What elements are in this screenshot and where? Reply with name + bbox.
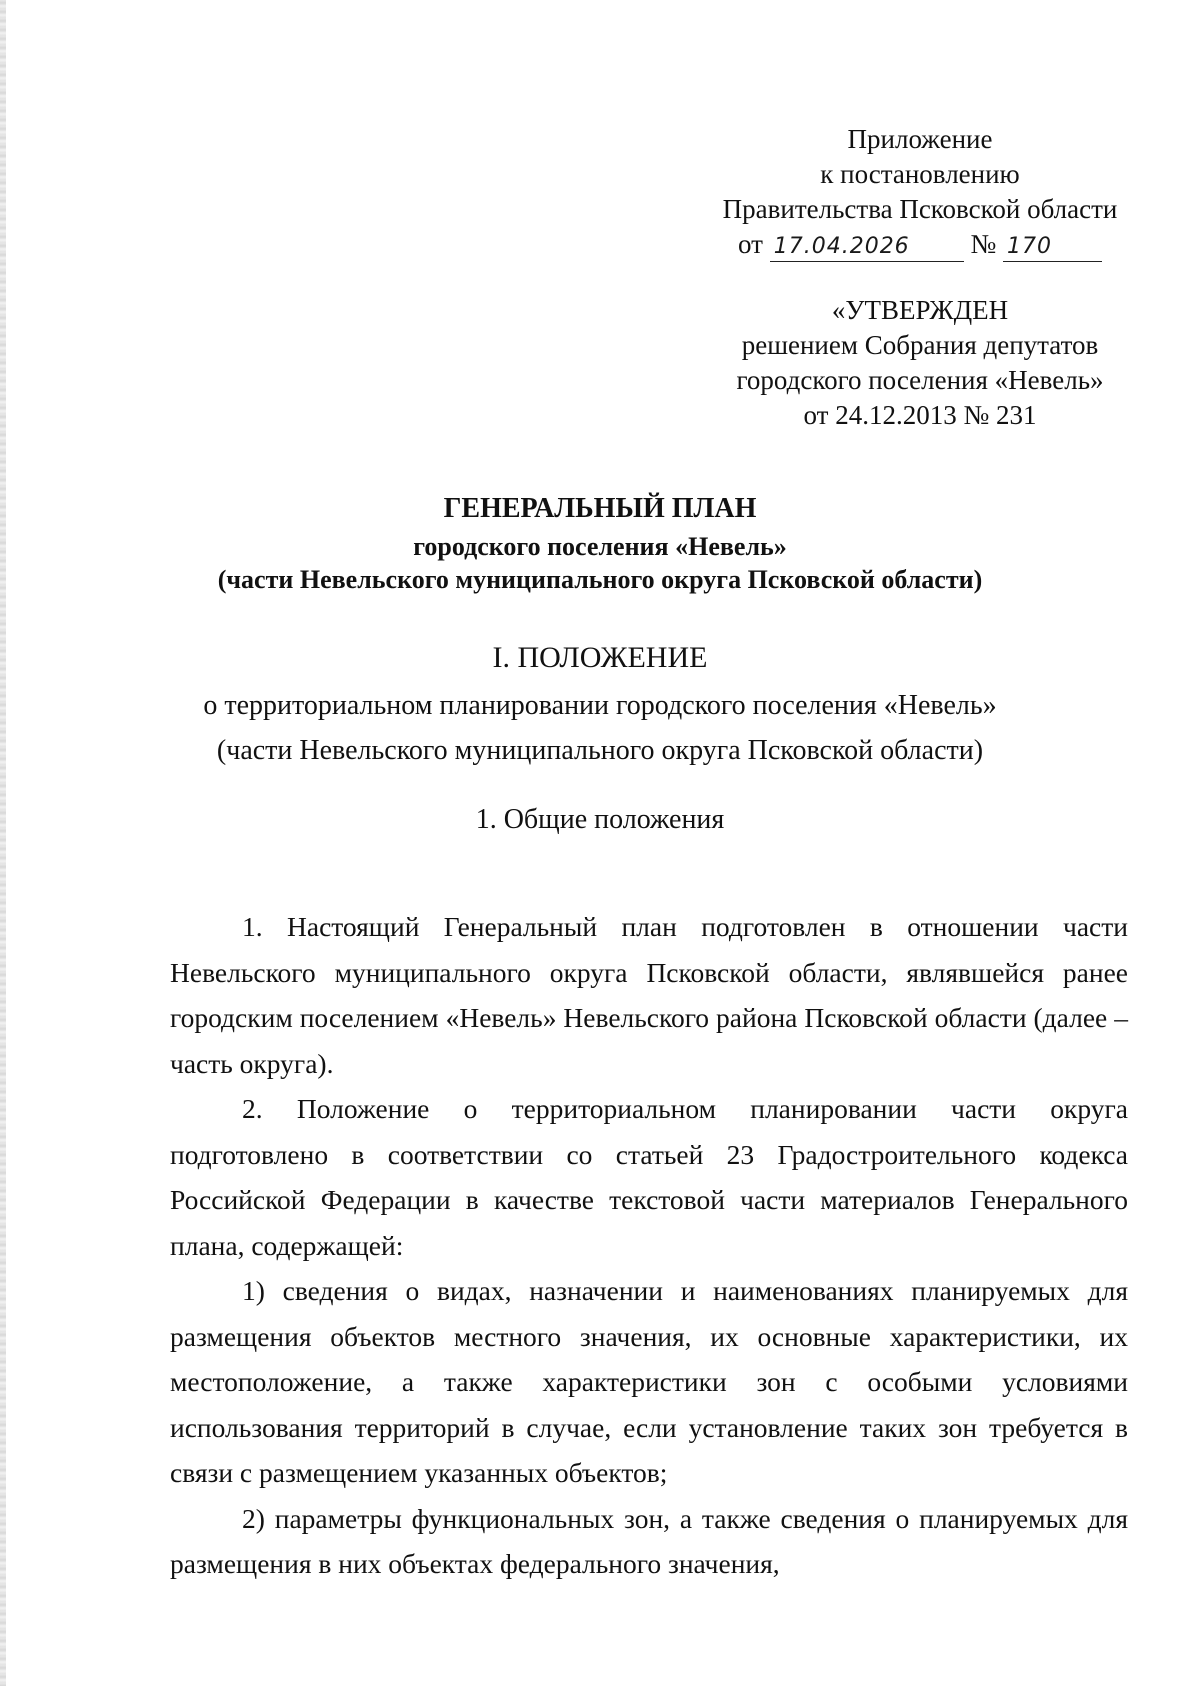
paragraph: 2. Положение о территориальном планировании части округа подготовлено в соответствии со статьей 23 Градостроительного кодекса Российской Федерации в качестве текстовой части материалов Генерального плана, содержащей: xyxy=(170,1093,1128,1261)
appendix-line-1: Приложение xyxy=(847,124,993,154)
number-sign: № xyxy=(970,229,997,259)
section-heading: I. ПОЛОЖЕНИЕ xyxy=(492,641,708,674)
paragraph: 2) параметры функциональных зон, а также сведения о планируемых для размещения в них объектах федерального значения, xyxy=(170,1502,1128,1579)
date-prefix: от xyxy=(738,229,763,259)
approval-stamp xyxy=(700,293,1140,433)
document-subtitle-2: (части Невельского муниципального округа Псковской области) xyxy=(217,565,983,594)
section-subtitle: о территориальном планировании городского поселения «Невель» xyxy=(203,690,997,721)
document-subtitle: городского поселения «Невель» xyxy=(413,532,787,561)
body-text xyxy=(170,904,1128,1587)
handwritten-number: 170 xyxy=(1003,233,1102,262)
approval-line-3: городского поселения «Невель» xyxy=(736,365,1104,395)
appendix-line-3: Правительства Псковской области xyxy=(722,194,1118,224)
appendix-line-2: к постановлению xyxy=(820,159,1020,189)
section-subtitle-2: (части Невельского муниципального округа Псковской области) xyxy=(216,735,984,766)
document-title: ГЕНЕРАЛЬНЫЙ ПЛАН xyxy=(443,493,757,524)
handwritten-date: 17.04.2026 xyxy=(770,233,964,262)
approval-line-2: решением Собрания депутатов xyxy=(741,330,1099,360)
paragraph: 1) сведения о видах, назначении и наименованиях планируемых для размещения объектов местного значения, их основные характеристики, их местоположение, а также характеристики зон с особыми условиями использования территорий в случае, если установление таких зон требуется в связи с размещением указанных объектов; xyxy=(170,1275,1128,1488)
paragraph: 1. Настоящий Генеральный план подготовлен в отношении части Невельского муниципального округа Псковской области, являвшейся ранее городским поселением «Невель» Невельского района Псковской области (далее – часть округа). xyxy=(170,911,1128,1079)
appendix-stamp xyxy=(700,122,1140,262)
chapter-heading: 1. Общие положения xyxy=(475,804,725,835)
date-number-row xyxy=(700,227,1140,262)
approval-line-4: от 24.12.2013 № 231 xyxy=(803,400,1037,430)
approval-line-1: «УТВЕРЖДЕН xyxy=(831,295,1009,325)
scan-edge xyxy=(0,0,6,1686)
